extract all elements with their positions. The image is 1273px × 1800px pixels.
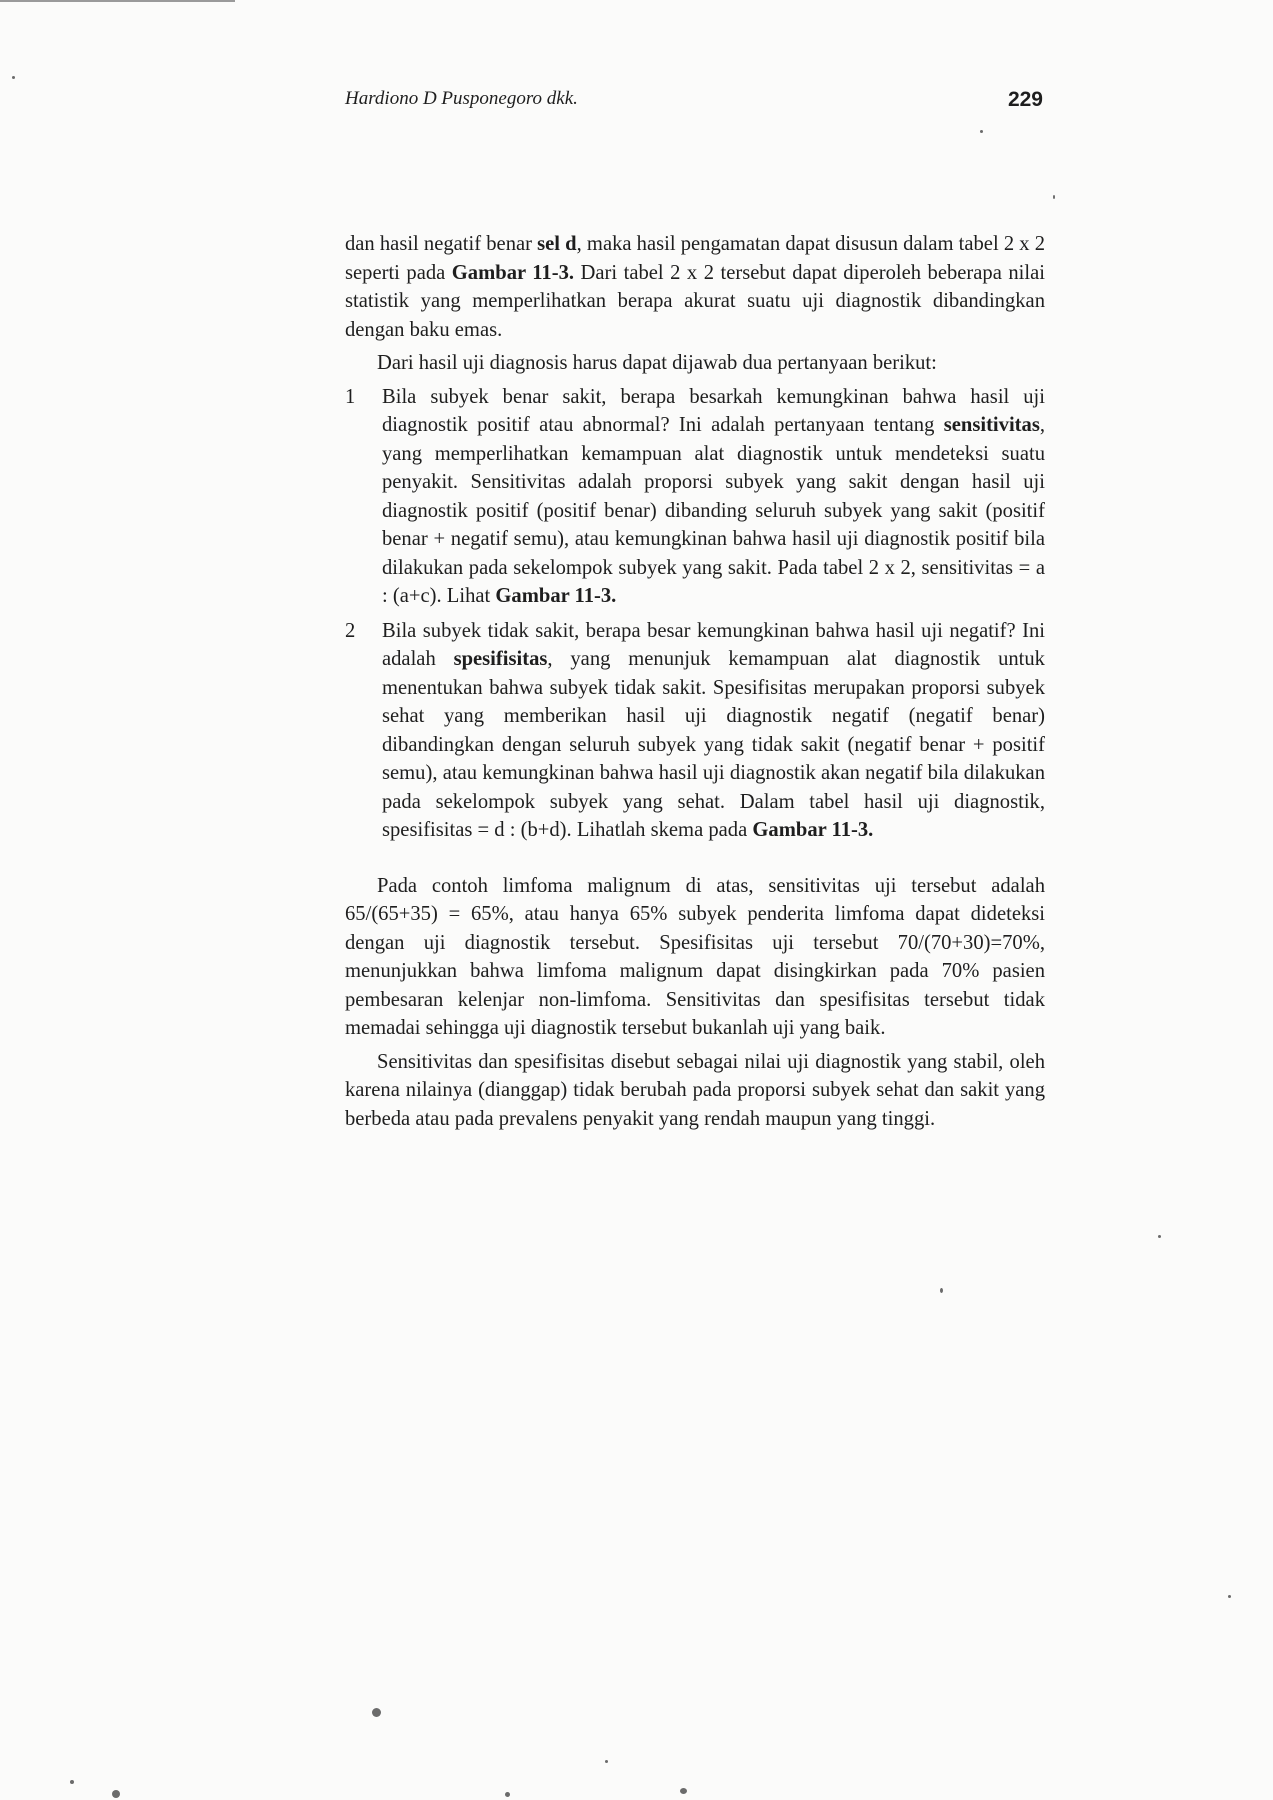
bold-term: sel d	[537, 233, 577, 255]
list-number: 1	[345, 385, 356, 408]
bold-term: Gambar 11-3.	[495, 585, 617, 607]
scan-speck	[605, 1760, 608, 1763]
scan-speck	[1228, 1595, 1231, 1598]
scan-speck	[680, 1788, 687, 1794]
bold-term: spesifisitas	[453, 648, 548, 670]
page-number: 229	[1007, 88, 1043, 111]
scan-speck	[940, 1288, 943, 1293]
scan-speck	[1158, 1235, 1161, 1238]
list-number: 2	[345, 619, 356, 642]
scan-speck	[505, 1792, 510, 1797]
list-item	[345, 617, 1045, 845]
list-item-text	[382, 386, 1045, 608]
paragraph	[345, 230, 1045, 344]
running-header	[345, 88, 1043, 118]
numbered-list	[345, 383, 1045, 845]
scan-speck	[112, 1790, 120, 1798]
running-author: Hardiono D Pusponegoro dkk.	[345, 88, 578, 109]
text-run: Dari tabel 2 x 2 tersebut dapat diperoleh beberapa nilai statistik yang memperlihatkan berapa akurat suatu uji diagnostik dibandingkan dengan baku emas.	[345, 261, 1045, 341]
list-item	[345, 383, 1045, 611]
paragraph	[345, 872, 1045, 1043]
paragraph	[345, 349, 1045, 378]
text-run: Pada contoh limfoma malignum di atas, sensitivitas uji tersebut adalah 65/(65+35) = 65%, atau hanya 65% subyek penderita limfoma dapat dideteksi dengan uji diagnostik tersebut. Spesifisitas uji tersebut 70/(70+30)=70%, menunjukkan bahwa limfoma malignum dapat disingkirkan pada 70% pasien pembesaran kelenjar non-limfoma. Sensitivitas dan spesifisitas tersebut tidak memadai sehingga uji diagnostik tersebut bukanlah uji yang baik.	[345, 874, 1045, 1039]
text-run: Dari hasil uji diagnosis harus dapat dijawab dua pertanyaan berikut:	[377, 352, 937, 374]
text-run: Bila subyek tidak sakit, berapa besar kemungkinan bahwa hasil uji negatif? Ini adalah	[382, 619, 1045, 670]
paragraph	[345, 1048, 1045, 1134]
scan-speck	[70, 1780, 74, 1784]
scan-speck	[372, 1708, 381, 1717]
scan-speck	[12, 76, 15, 79]
text-run: Bila subyek benar sakit, berapa besarkah kemungkinan bahwa hasil uji diagnostik positif atau abnormal? Ini adalah pertanyaan tentang	[382, 385, 1045, 436]
text-run: dan hasil negatif benar	[345, 233, 538, 255]
text-run: Sensitivitas dan spesifisitas disebut sebagai nilai uji diagnostik yang stabil, oleh karena nilainya (dianggap) tidak berubah pada proporsi subyek sehat dan sakit yang berbeda atau pada prevalens penyakit yang rendah maupun yang tinggi.	[345, 1050, 1045, 1130]
scan-speck	[980, 130, 983, 133]
bold-term: sensitivitas	[943, 414, 1040, 436]
bold-term: Gambar 11-3.	[752, 819, 874, 841]
scan-edge-line	[0, 0, 235, 2]
text-run: , yang memperlihatkan kemampuan alat diagnostik untuk mendeteksi suatu penyakit. Sensitivitas adalah proporsi subyek yang sakit dengan hasil uji diagnostik positif (positif benar) dibanding seluruh subyek yang sakit (positif benar + negatif semu), atau kemungkinan bahwa hasil uji diagnostik positif bila dilakukan pada sekelompok subyek yang sakit. Pada tabel 2 x 2, sensitivitas = a : (a+c). Lihat	[382, 414, 1045, 607]
scan-speck	[1053, 195, 1055, 199]
bold-term: Gambar 11-3.	[451, 261, 575, 284]
body-text	[345, 230, 1045, 1133]
list-item-text	[382, 620, 1045, 842]
text-run: , yang menunjuk kemampuan alat diagnostik untuk menentukan bahwa subyek tidak sakit. Spesifisitas merupakan proporsi subyek sehat yang memberikan hasil uji diagnostik negatif (negatif benar) dibandingkan dengan seluruh subyek yang tidak sakit (negatif benar + positif semu), atau kemungkinan bahwa hasil uji diagnostik akan negatif bila dilakukan pada sekelompok subyek yang sehat. Dalam tabel hasil uji diagnostik, spesifisitas = d : (b+d). Lihatlah skema pada	[382, 648, 1045, 841]
text-run: , maka hasil pengamatan dapat disusun dalam tabel 2 x 2 seperti pada	[345, 233, 1046, 284]
